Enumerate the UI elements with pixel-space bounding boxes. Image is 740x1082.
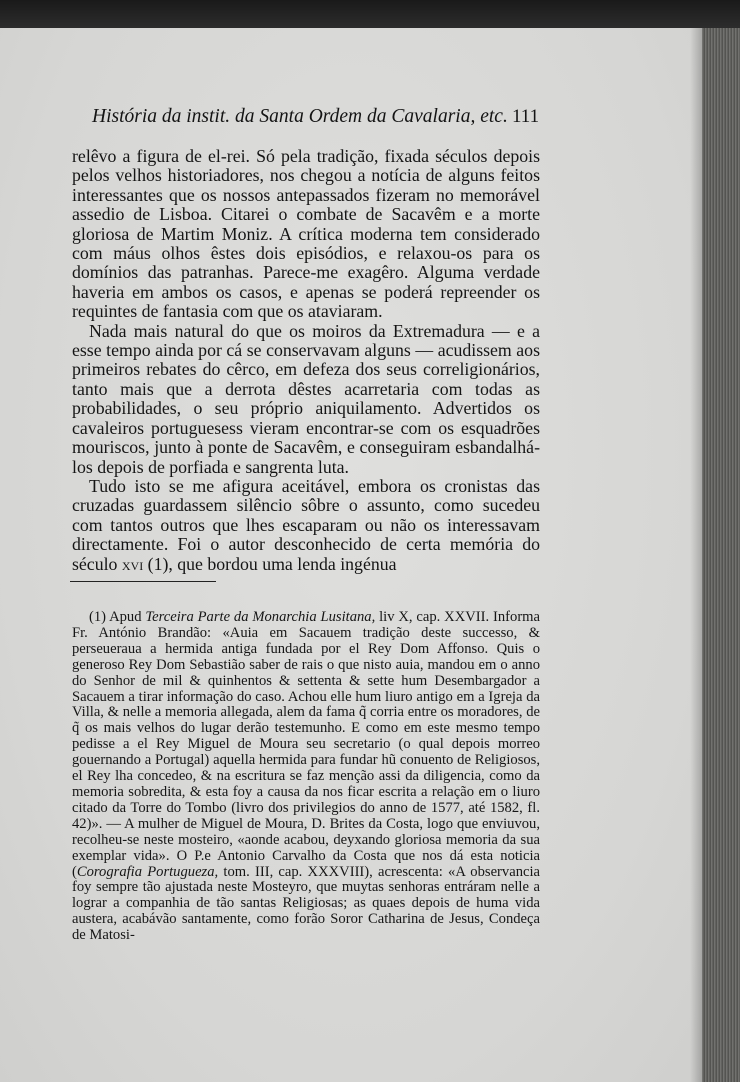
running-head: História da instit. da Santa Ordem da Cavalaria, etc. [92,106,508,127]
footnote [72,610,540,944]
footnote-paragraph [72,610,540,944]
paragraph-1: relêvo a figura de el-rei. Só pela tradição, fixada séculos depois pelos velhos historiadores, nos chegou a notícia de alguns feitos interessantes que os nossos antepassados fizeram no memorável assedio de Lisboa. Citarei o combate de Sacavêm e a morte gloriosa de Martim Moniz. A crítica moderna tem considerado com máus olhos êstes dois episódios, e relaxou-os para os domínios das patranhas. Parece-me exagêro. Alguma verdade haveria em ambos os casos, e apenas se poderá repreender os requintes de fantasia com que os ataviaram. [72,146,540,322]
paragraph-3-start: Tudo isto se me afigura aceitável, embora os cronistas das cruzadas guardassem silêncio sôbre o assunto, como sucedeu com tantos outros que lhes escaparam ou não os interessavam directamente. Foi o autor desconhecido de certa memória do século [72,475,540,574]
main-text [72,147,540,574]
footnote-apud: Apud [109,609,142,625]
footnote-text-a: liv X, cap. XXVII. Informa Fr. António Brandão: «Auia em Sacauem tradição deste successo, & perseueraua a hermida antiga fundada por el Rey Dom Affonso. Quis o generoso Rey Dom Sebastião saber de rais o que nisto auia, mandou em o anno do Senhor de mil & quinhentos & settenta & sette hum Desembargador a Sacauem a tirar informação do caso. Achou elle hum liuro antigo em a Igreja da Villa, & nelle a memoria allegada, alem da fama q̃ corria entre os moradores, de q̃ os mais velhos do lugar derão testemunho. E como em este mesmo tempo pedisse a el Rey Miguel de Moura seu secretario (o qual depois morreo gouernando a Portugal) aquella hermida para fundar hũ conuento de Religiosos, el Rey lha concedeo, & na escritura se faz menção assi da diligencia, como da memoria sobredita, & esta foy a causa da nos ficar escrita a relação em o liuro citado da Torre do Tombo (livro dos privilegios do anno de 1577, até 1582, fl. 42)». — A mulher de Miguel de Moura, D. Brites da Costa, logo que enviuvou, recolheu-se neste mosteiro, «aonde acabou, deyxando gloriosa memoria da sua exemplar vida». O P.e Antonio Carvalho da Costa que nos dá esta noticia ( [72,609,541,880]
century-numeral: xvi [121,553,144,574]
paragraph-3-end: (1), que bordou uma lenda ingénua [143,553,397,574]
footnote-work-title-1: Terceira Parte da Monarchia Lusitana, [145,609,376,625]
footnote-text-b: tom. III, cap. XXXVIII), acrescenta: «A observancia foy sempre tão ajustada neste Mosteyro, que muytas senhoras entráram nelle a lograr a companhia de tão santas Religiosas; as quaes depois de huma vida austera, acabávão santamente, como forão Soror Catharina de Jesus, Condeça de Matosi- [72,863,541,944]
footnote-separator [70,581,216,582]
book-page-edges [702,28,740,1082]
footnote-work-title-2: Corografia Portugueza, [76,863,219,880]
scan-top-border [0,0,740,30]
page-number: 111 [512,106,540,127]
paragraph-2: Nada mais natural do que os moiros da Extremadura — e a esse tempo ainda por cá se conservavam alguns — acudissem aos primeiros rebates do cêrco, em defeza dos seus correligionários, tanto mais que a derrota dêstes acarretaria com todas as probabilidades, o seu próprio aniquilamento. Advertidos os cavaleiros portuguesess vieram encontrar-se com os esquadrões mouriscos, junto à ponte de Sacavêm, e conseguiram esbandalhá-los depois de porfiada e sangrenta luta. [72,320,540,477]
paragraph-3 [72,477,540,574]
footnote-marker: (1) [89,609,107,625]
